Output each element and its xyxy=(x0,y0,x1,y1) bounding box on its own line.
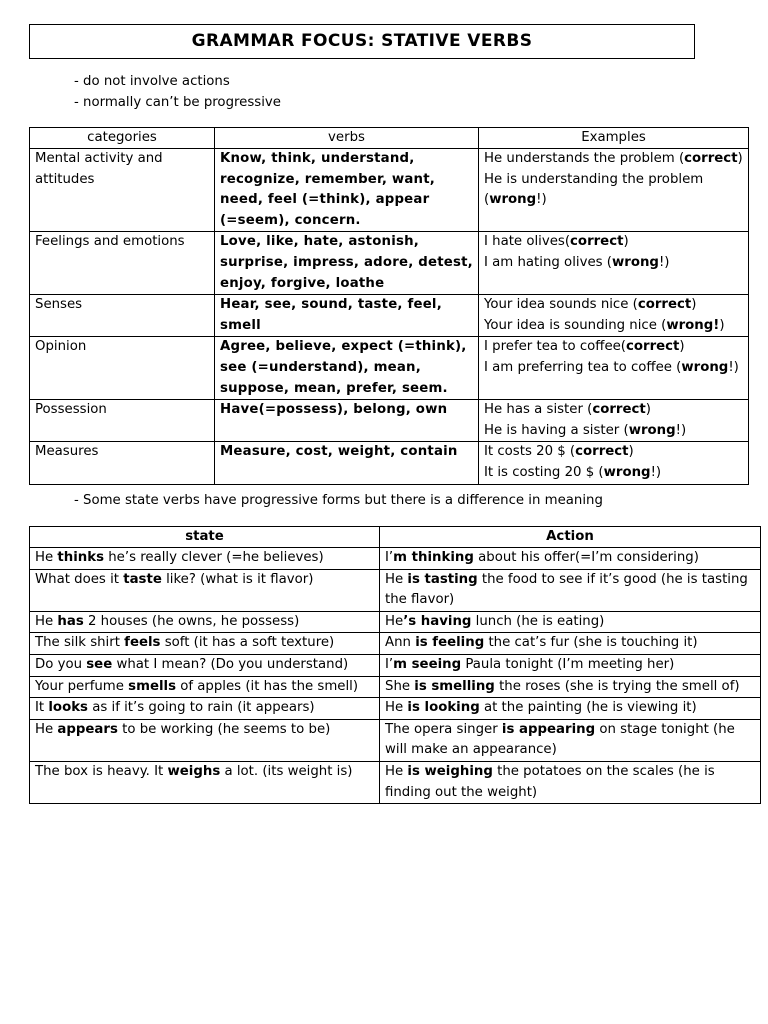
table-row xyxy=(30,337,749,400)
state-cell xyxy=(30,548,380,570)
category-cell: Opinion xyxy=(30,337,215,400)
text-fragment: The silk shirt xyxy=(35,635,125,651)
examples-cell xyxy=(479,337,749,400)
bold-keyword: is weighing xyxy=(407,763,493,779)
text-fragment: He xyxy=(385,571,408,587)
text-fragment: I hate olives( xyxy=(484,234,571,250)
text-fragment: He is having a sister ( xyxy=(484,422,629,438)
bold-keyword: is tasting xyxy=(407,571,478,587)
text-fragment: He xyxy=(385,613,404,629)
text-fragment: 2 houses (he owns, he possess) xyxy=(83,613,300,629)
action-cell xyxy=(380,676,761,698)
text-fragment: ) xyxy=(737,151,743,166)
action-cell xyxy=(380,633,761,655)
text-fragment: He xyxy=(35,550,58,565)
text-fragment: He xyxy=(385,700,408,716)
table-row xyxy=(30,633,761,655)
example-line xyxy=(484,232,743,253)
intro-bullet-list xyxy=(74,71,281,113)
text-fragment: a lot. (its weight is) xyxy=(220,763,353,779)
text-fragment: ) xyxy=(623,234,629,250)
text-fragment: like? (what is it flavor) xyxy=(161,571,314,587)
text-fragment: !) xyxy=(675,422,687,438)
text-fragment: !) xyxy=(728,359,739,375)
bold-keyword: weighs xyxy=(167,763,221,779)
action-cell xyxy=(380,611,761,633)
action-cell xyxy=(380,654,761,676)
text-fragment: I prefer tea to coffee( xyxy=(484,339,626,355)
action-cell xyxy=(380,761,761,803)
bold-keyword: wrong xyxy=(681,359,729,375)
text-fragment: Paula tonight (I’m meeting her) xyxy=(461,656,675,672)
text-fragment: It is costing 20 $ ( xyxy=(484,464,604,480)
bold-keyword: taste xyxy=(123,571,162,587)
action-cell xyxy=(380,548,761,570)
bold-keyword: wrong xyxy=(489,192,537,208)
table-row xyxy=(30,676,761,698)
text-fragment: the food to see if it’s good (he is tasting the flavor) xyxy=(385,571,748,608)
examples-cell xyxy=(479,400,749,442)
verbs-cell: Measure, cost, weight, contain xyxy=(215,442,479,484)
table-row xyxy=(30,719,761,761)
text-fragment: He has a sister ( xyxy=(484,402,593,418)
verbs-cell: Love, like, hate, astonish, surprise, impress, adore, detest, enjoy, forgive, loathe xyxy=(215,232,479,295)
table-row xyxy=(30,569,761,611)
text-fragment: He xyxy=(385,763,408,779)
state-cell xyxy=(30,569,380,611)
example-line xyxy=(484,170,743,211)
state-cell xyxy=(30,633,380,655)
text-fragment: It costs 20 $ ( xyxy=(484,444,576,460)
table-header-row xyxy=(30,527,761,548)
stative-verbs-table xyxy=(29,127,749,485)
examples-cell xyxy=(479,149,749,232)
text-fragment: the cat’s fur (she is touching it) xyxy=(484,635,698,651)
example-line xyxy=(484,400,743,421)
bold-keyword: wrong xyxy=(628,422,676,438)
text-fragment: soft (it has a soft texture) xyxy=(160,635,335,651)
state-cell xyxy=(30,654,380,676)
table-row xyxy=(30,611,761,633)
text-fragment: ) xyxy=(628,444,634,460)
bold-keyword: is appearing xyxy=(501,721,596,737)
table-row xyxy=(30,442,749,484)
text-fragment: I’ xyxy=(385,550,394,565)
header-action: Action xyxy=(380,527,761,548)
text-fragment: ) xyxy=(719,317,725,333)
bold-keyword: appears xyxy=(57,721,118,737)
bold-keyword: correct xyxy=(684,151,738,166)
text-fragment: what I mean? (Do you understand) xyxy=(112,656,349,672)
category-cell: Mental activity and attitudes xyxy=(30,149,215,232)
intro-bullet: - normally can’t be progressive xyxy=(74,92,281,113)
text-fragment: !) xyxy=(658,254,670,270)
table-row xyxy=(30,698,761,720)
text-fragment: She xyxy=(385,678,415,694)
action-cell xyxy=(380,719,761,761)
example-line xyxy=(484,337,743,358)
table-row xyxy=(30,548,761,570)
text-fragment: He xyxy=(35,613,58,629)
text-fragment: He is understanding the problem ( xyxy=(484,171,704,208)
category-cell: Measures xyxy=(30,442,215,484)
category-cell: Feelings and emotions xyxy=(30,232,215,295)
bold-keyword: has xyxy=(57,613,84,629)
note-text: - Some state verbs have progressive forms but there is a difference in meaning xyxy=(74,490,603,511)
text-fragment: as if it’s going to rain (it appears) xyxy=(87,700,315,716)
text-fragment: lunch (he is eating) xyxy=(471,613,605,629)
bold-keyword: m thinking xyxy=(393,550,474,565)
example-line xyxy=(484,442,743,463)
text-fragment: He understands the problem ( xyxy=(484,151,685,166)
bold-keyword: wrong! xyxy=(666,317,720,333)
bold-keyword: is feeling xyxy=(415,635,485,651)
text-fragment: The box is heavy. It xyxy=(35,763,168,779)
text-fragment: he’s really clever (=he believes) xyxy=(104,550,324,565)
text-fragment: the potatoes on the scales (he is finding out the weight) xyxy=(385,763,715,800)
bold-keyword: thinks xyxy=(57,550,105,565)
bold-keyword: ’s having xyxy=(403,613,472,629)
table-row xyxy=(30,761,761,803)
example-line xyxy=(484,463,743,484)
text-fragment: !) xyxy=(650,464,662,480)
text-fragment: Your idea sounds nice ( xyxy=(484,297,638,313)
bold-keyword: correct xyxy=(575,444,629,460)
state-cell xyxy=(30,611,380,633)
text-fragment: !) xyxy=(536,192,547,208)
text-fragment: Ann xyxy=(385,635,416,651)
text-fragment: It xyxy=(35,700,49,716)
verbs-cell: Have(=possess), belong, own xyxy=(215,400,479,442)
category-cell: Possession xyxy=(30,400,215,442)
table-row xyxy=(30,400,749,442)
table-header-row xyxy=(30,128,749,149)
text-fragment: He xyxy=(35,721,58,737)
bold-keyword: looks xyxy=(48,700,88,716)
header-state: state xyxy=(30,527,380,548)
bold-keyword: wrong xyxy=(611,254,659,270)
examples-cell xyxy=(479,442,749,484)
text-fragment: What does it xyxy=(35,571,124,587)
bold-keyword: correct xyxy=(570,234,624,250)
page-title: GRAMMAR FOCUS: STATIVE VERBS xyxy=(29,24,695,59)
text-fragment: Your idea is sounding nice ( xyxy=(484,317,667,333)
text-fragment: I am hating olives ( xyxy=(484,254,612,270)
bold-keyword: m seeing xyxy=(393,656,462,672)
text-fragment: ) xyxy=(679,339,685,355)
state-action-table xyxy=(29,526,761,804)
bold-keyword: see xyxy=(86,656,113,672)
verbs-cell: Hear, see, sound, taste, feel, smell xyxy=(215,295,479,337)
text-fragment: the roses (she is trying the smell of) xyxy=(494,678,740,694)
bold-keyword: correct xyxy=(626,339,680,355)
example-line xyxy=(484,295,743,316)
bold-keyword: feels xyxy=(124,635,161,651)
verbs-cell: Agree, believe, expect (=think), see (=understand), mean, suppose, mean, prefer, seem. xyxy=(215,337,479,400)
text-fragment: I am preferring tea to coffee ( xyxy=(484,359,682,375)
example-line xyxy=(484,253,743,274)
text-fragment: ) xyxy=(645,402,651,418)
table-row xyxy=(30,232,749,295)
example-line xyxy=(484,421,743,442)
table-row xyxy=(30,295,749,337)
state-cell xyxy=(30,719,380,761)
bold-keyword: correct xyxy=(637,297,692,313)
text-fragment: I’ xyxy=(385,656,394,672)
bold-keyword: wrong xyxy=(603,464,651,480)
text-fragment: ) xyxy=(691,297,697,313)
example-line xyxy=(484,316,743,337)
examples-cell xyxy=(479,232,749,295)
header-categories: categories xyxy=(30,128,215,149)
state-cell xyxy=(30,676,380,698)
header-examples: Examples xyxy=(479,128,749,149)
bold-keyword: is looking xyxy=(407,700,480,716)
verbs-cell: Know, think, understand, recognize, remember, want, need, feel (=think), appear (=seem), concern. xyxy=(215,149,479,232)
bold-keyword: smells xyxy=(128,678,176,694)
text-fragment: about his offer(=I’m considering) xyxy=(473,550,699,565)
header-verbs: verbs xyxy=(215,128,479,149)
examples-cell xyxy=(479,295,749,337)
text-fragment: at the painting (he is viewing it) xyxy=(479,700,697,716)
text-fragment: on stage tonight (he will make an appearance) xyxy=(385,721,735,758)
example-line xyxy=(484,358,743,379)
example-line xyxy=(484,149,743,170)
table-row xyxy=(30,149,749,232)
text-fragment: The opera singer xyxy=(385,721,502,737)
state-cell xyxy=(30,761,380,803)
text-fragment: to be working (he seems to be) xyxy=(117,721,331,737)
action-cell xyxy=(380,569,761,611)
text-fragment: Do you xyxy=(35,656,87,672)
action-cell xyxy=(380,698,761,720)
text-fragment: Your perfume xyxy=(35,678,129,694)
state-cell xyxy=(30,698,380,720)
bold-keyword: correct xyxy=(592,402,646,418)
text-fragment: of apples (it has the smell) xyxy=(176,678,359,694)
category-cell: Senses xyxy=(30,295,215,337)
bold-keyword: is smelling xyxy=(414,678,495,694)
table-row xyxy=(30,654,761,676)
intro-bullet: - do not involve actions xyxy=(74,71,281,92)
